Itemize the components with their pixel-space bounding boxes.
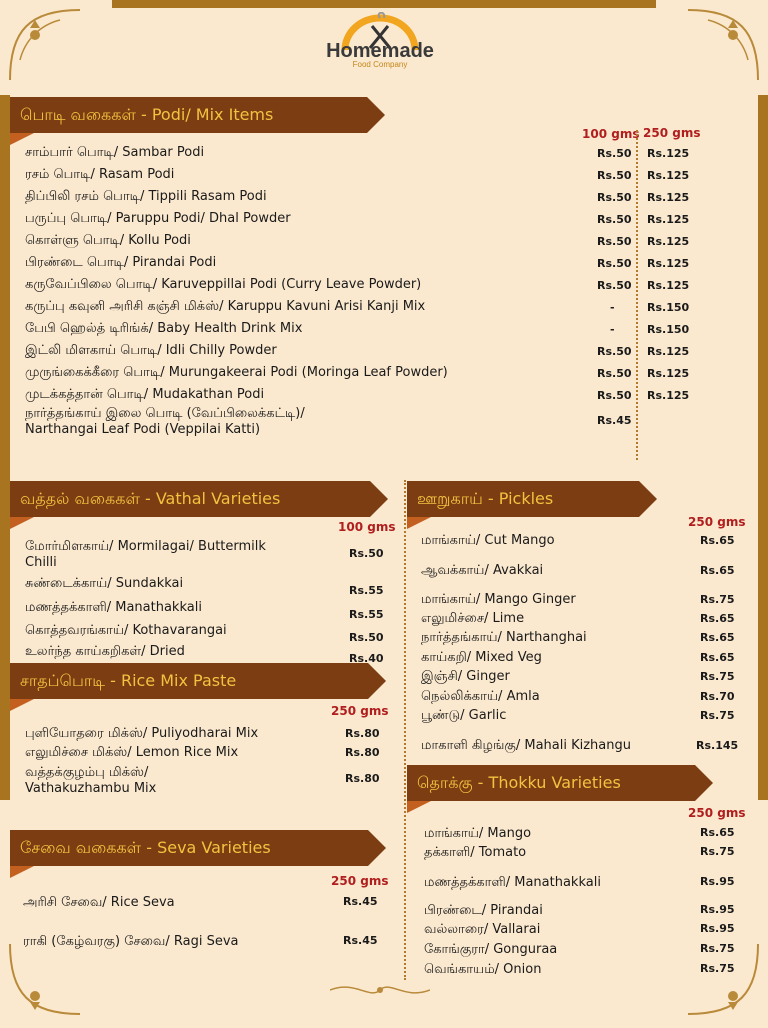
item-price-100gms: Rs.50 [597, 367, 632, 380]
item-price-100gms: Rs.50 [597, 213, 632, 226]
item-price-250gms: Rs.125 [647, 235, 690, 248]
brand-name: Homemade [326, 40, 434, 62]
item-price: Rs.80 [345, 772, 380, 785]
list-item: கோங்குரா/ Gonguraa [424, 942, 558, 957]
list-item: முருங்கைக்கீரை பொடி/ Murungakeerai Podi (Moringa Leaf Powder) [25, 365, 448, 380]
brand-logo [300, 2, 460, 72]
item-price-250gms: Rs.125 [647, 279, 690, 292]
item-price: Rs.45 [597, 414, 632, 427]
item-price: Rs.70 [700, 690, 735, 703]
item-price: Rs.65 [700, 534, 735, 547]
item-price: Rs.65 [700, 564, 735, 577]
list-item [25, 406, 585, 438]
item-price-100gms: Rs.50 [597, 279, 632, 292]
corner-ornament-icon [678, 0, 768, 90]
list-item: கருப்பு கவுனி அரிசி கஞ்சி மிக்ஸ்/ Karuppu Kavuni Arisi Kanji Mix [25, 299, 426, 314]
item-price: Rs.50 [349, 631, 384, 644]
item-price-100gms: Rs.50 [597, 345, 632, 358]
item-price: Rs.75 [700, 709, 735, 722]
brand-subtitle: Food Company [352, 60, 408, 69]
item-price: Rs.75 [700, 962, 735, 975]
banner-fold [10, 866, 34, 878]
list-item: மாங்காய்/ Cut Mango [421, 533, 555, 548]
list-item: மாங்காய்/ Mango [424, 826, 532, 841]
item-price-100gms: Rs.50 [597, 147, 632, 160]
list-item: பேபி ஹெல்த் டிரிங்க்/ Baby Health Drink Mix [25, 321, 303, 336]
item-price: Rs.55 [349, 584, 384, 597]
item-price: Rs.65 [700, 651, 735, 664]
item-price: Rs.145 [696, 739, 739, 752]
list-item: ராகி (கேழ்வரகு) சேவை/ Ragi Seva [23, 934, 239, 949]
list-item: திப்பிலி ரசம் பொடி/ Tippili Rasam Podi [25, 189, 267, 204]
list-item: பூண்டு/ Garlic [421, 708, 507, 723]
item-price-250gms: Rs.125 [647, 345, 690, 358]
section-banner-pickles: ஊறுகாய் - Pickles [407, 481, 639, 517]
list-item: முடக்கத்தான் பொடி/ Mudakathan Podi [25, 387, 265, 402]
item-price: Rs.95 [700, 903, 735, 916]
item-price-250gms: Rs.125 [647, 213, 690, 226]
item-price: Rs.95 [700, 875, 735, 888]
frame-right-border [758, 95, 768, 800]
section-banner-rice: சாதப்பொடி - Rice Mix Paste [10, 663, 368, 699]
banner-fold [10, 133, 34, 145]
item-price: Rs.65 [700, 631, 735, 644]
list-item: கருவேப்பிலை பொடி/ Karuveppillai Podi (Curry Leave Powder) [25, 277, 422, 292]
item-name-line2: Chilli [25, 555, 57, 570]
list-item: பிரண்டை பொடி/ Pirandai Podi [25, 255, 217, 270]
item-price-100gms: Rs.50 [597, 191, 632, 204]
banner-fold [10, 517, 34, 529]
item-price: Rs.95 [700, 922, 735, 935]
item-price: Rs.75 [700, 845, 735, 858]
section-banner-vathal: வத்தல் வகைகள் - Vathal Varieties [10, 481, 370, 517]
column-header-100gms: 100 gms [338, 520, 396, 534]
item-price-100gms: Rs.50 [597, 257, 632, 270]
item-price: Rs.40 [349, 652, 384, 665]
item-price-250gms: Rs.125 [647, 389, 690, 402]
item-price-100gms: Rs.50 [597, 389, 632, 402]
banner-fold [407, 517, 431, 529]
list-item: நார்த்தங்காய்/ Narthanghai [421, 630, 587, 645]
item-price-250gms: Rs.125 [647, 367, 690, 380]
column-header-250gms: 250 gms [331, 874, 389, 888]
column-header-250gms: 250 gms [643, 126, 701, 140]
list-item: மோர்மிளகாய்/ Mormilagai/ Buttermilk Chilli [25, 539, 325, 571]
item-price-100gms: Rs.50 [597, 169, 632, 182]
list-item: மாகாளி கிழங்கு/ Mahali Kizhangu [421, 738, 631, 753]
item-price: Rs.80 [345, 727, 380, 740]
item-price-100gms: Rs.50 [597, 235, 632, 248]
section-banner-podi: பொடி வகைகள் - Podi/ Mix Items [10, 97, 367, 133]
list-item: வெங்காயம்/ Onion [424, 962, 542, 977]
list-item: மணத்தக்காளி/ Manathakkali [25, 600, 202, 615]
list-item: நெல்லிக்காய்/ Amla [421, 689, 540, 704]
item-price-100gms: - [610, 301, 615, 314]
list-item: எலுமிச்சை மிக்ஸ்/ Lemon Rice Mix [25, 745, 239, 760]
list-item: மாங்காய்/ Mango Ginger [421, 592, 576, 607]
list-item: ரசம் பொடி/ Rasam Podi [25, 167, 175, 182]
list-item: மணத்தக்காளி/ Manathakkali [424, 875, 601, 890]
list-item: இஞ்சி/ Ginger [421, 669, 510, 684]
section-banner-seva: சேவை வகைகள் - Seva Varieties [10, 830, 368, 866]
item-price: Rs.75 [700, 670, 735, 683]
item-price: Rs.75 [700, 942, 735, 955]
list-item: பருப்பு பொடி/ Paruppu Podi/ Dhal Powder [25, 211, 291, 226]
item-name-line2: Vathakuzhambu Mix [25, 781, 157, 796]
item-price-250gms: Rs.125 [647, 147, 690, 160]
column-header-250gms: 250 gms [688, 515, 746, 529]
item-price: Rs.55 [349, 608, 384, 621]
item-price-250gms: Rs.125 [647, 191, 690, 204]
section-banner-thokku: தொக்கு - Thokku Varieties [407, 765, 695, 801]
list-item: காய்கறி/ Mixed Veg [421, 650, 542, 665]
item-price-100gms: - [610, 323, 615, 336]
list-item: இட்லி மிளகாய் பொடி/ Idli Chilly Powder [25, 343, 277, 358]
banner-fold [10, 699, 34, 711]
list-item: புளியோதரை மிக்ஸ்/ Puliyodharai Mix [25, 726, 259, 741]
list-item: சுண்டைக்காய்/ Sundakkai [25, 576, 184, 591]
item-price: Rs.65 [700, 612, 735, 625]
list-item: கொத்தவரங்காய்/ Kothavarangai [25, 623, 227, 638]
list-item: ஆவக்காய்/ Avakkai [421, 563, 544, 578]
column-header-250gms: 250 gms [688, 806, 746, 820]
item-name: நார்த்தங்காய் இலை பொடி (வேப்பிலைக்கட்டி)/ [25, 406, 305, 421]
item-price-250gms: Rs.125 [647, 169, 690, 182]
list-item: கொள்ளு பொடி/ Kollu Podi [25, 233, 191, 248]
item-price: Rs.65 [700, 826, 735, 839]
list-item: வத்தக்குழம்பு மிக்ஸ்/ Vathakuzhambu Mix [25, 765, 345, 797]
list-item: உலர்ந்த காய்கறிகள்/ Dried [25, 644, 185, 659]
list-item: எலுமிச்சை/ Lime [421, 611, 525, 626]
item-price: Rs.75 [700, 593, 735, 606]
item-price: Rs.45 [343, 895, 378, 908]
banner-fold [407, 801, 431, 813]
item-name-line2: Narthangai Leaf Podi (Veppilai Katti) [25, 422, 261, 437]
item-price: Rs.45 [343, 934, 378, 947]
item-price-250gms: Rs.150 [647, 301, 690, 314]
frame-left-border [0, 95, 10, 800]
item-price-250gms: Rs.125 [647, 257, 690, 270]
item-price: Rs.50 [349, 547, 384, 560]
list-item: தக்காளி/ Tomato [424, 845, 527, 860]
list-item: அரிசி சேவை/ Rice Seva [23, 895, 175, 910]
item-price: Rs.80 [345, 746, 380, 759]
column-header-250gms: 250 gms [331, 704, 389, 718]
list-item: வல்லாரை/ Vallarai [424, 922, 541, 937]
bottom-ornament-icon [330, 980, 430, 1000]
column-header-100gms: 100 gms [582, 127, 640, 141]
column-separator [404, 480, 406, 980]
list-item: சாம்பார் பொடி/ Sambar Podi [25, 145, 205, 160]
item-price-250gms: Rs.150 [647, 323, 690, 336]
list-item: பிரண்டை/ Pirandai [424, 903, 543, 918]
price-column-divider [636, 130, 638, 460]
corner-ornament-icon [0, 0, 90, 90]
